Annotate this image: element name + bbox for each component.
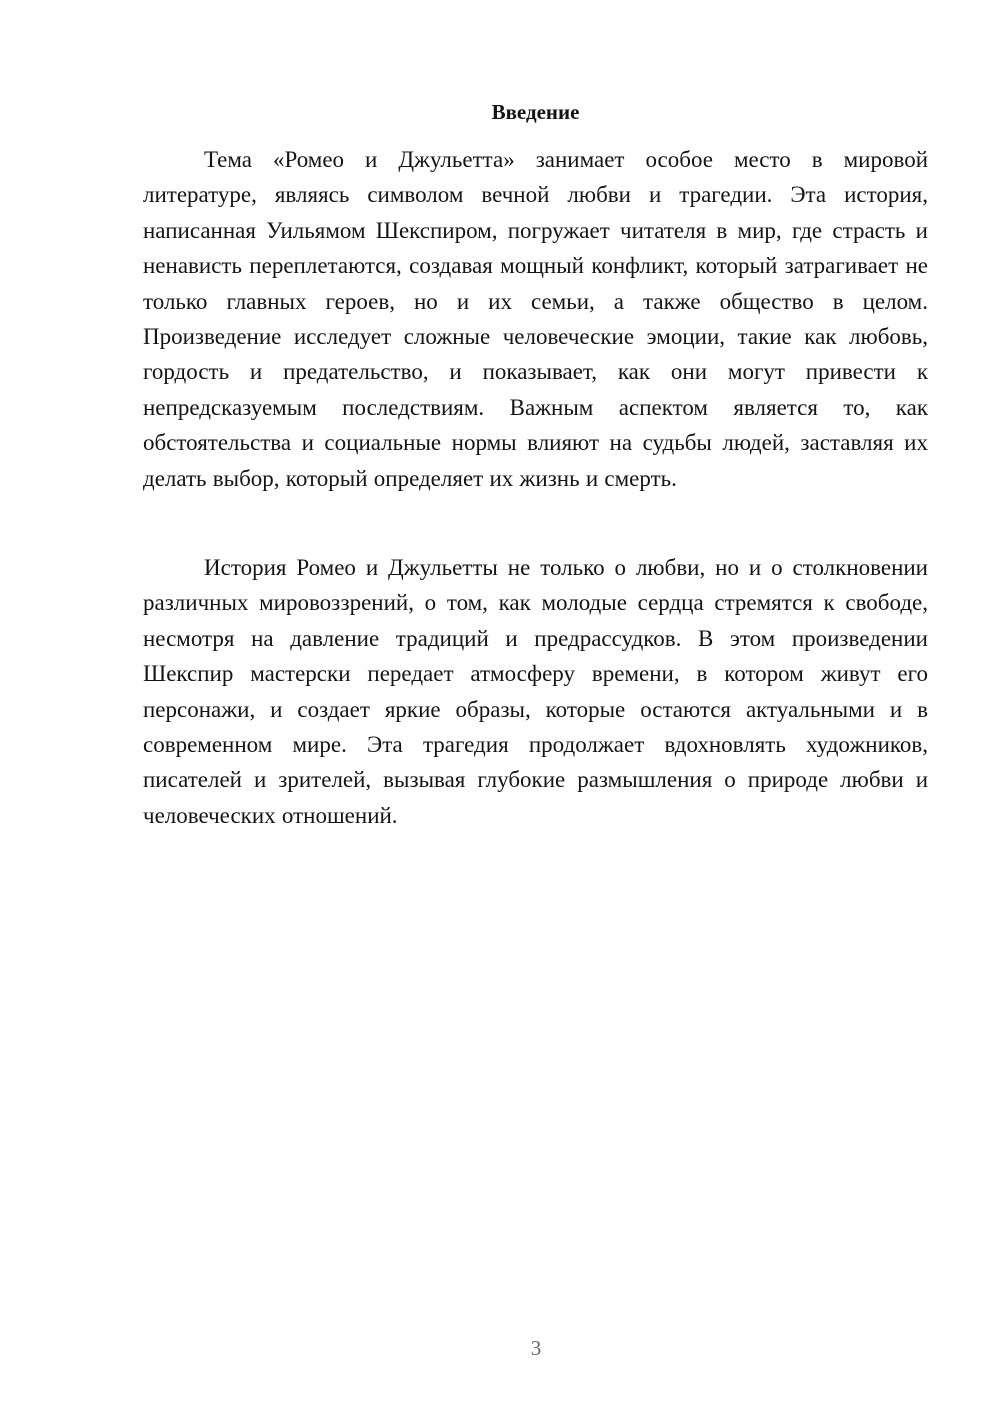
- paragraph-1: Тема «Ромео и Джульетта» занимает особое место в мировой литературе, являясь символом вечной любви и трагедии. Эта история, написанная Уильямом Шекспиром, погружает читателя в мир, где страсть и ненависть переплетаются, создавая мощный конфликт, который затрагивает не только главных героев, но и их семьи, а также общество в целом. Произведение исследует сложные человеческие эмоции, такие как любовь, гордость и предательство, и показывает, как они могут привести к непредсказуемым последствиям. Важным аспектом является то, как обстоятельства и социальные нормы влияют на судьбы людей, заставляя их делать выбор, который определяет их жизнь и смерть.: [143, 147, 928, 491]
- paragraph-2: История Ромео и Джульетты не только о любви, но и о столкновении различных мировоззрений, о том, как молодые сердца стремятся к свободе, несмотря на давление традиций и предрассудков. В этом произведении Шекспир мастерски передает атмосферу времени, в котором живут его персонажи, и создает яркие образы, которые остаются актуальными и в современном мире. Эта трагедия продолжает вдохновлять художников, писателей и зрителей, вызывая глубокие размышления о природе любви и человеческих отношений.: [143, 555, 928, 828]
- section-heading: Введение: [491, 100, 580, 124]
- page-number: 3: [530, 1336, 542, 1360]
